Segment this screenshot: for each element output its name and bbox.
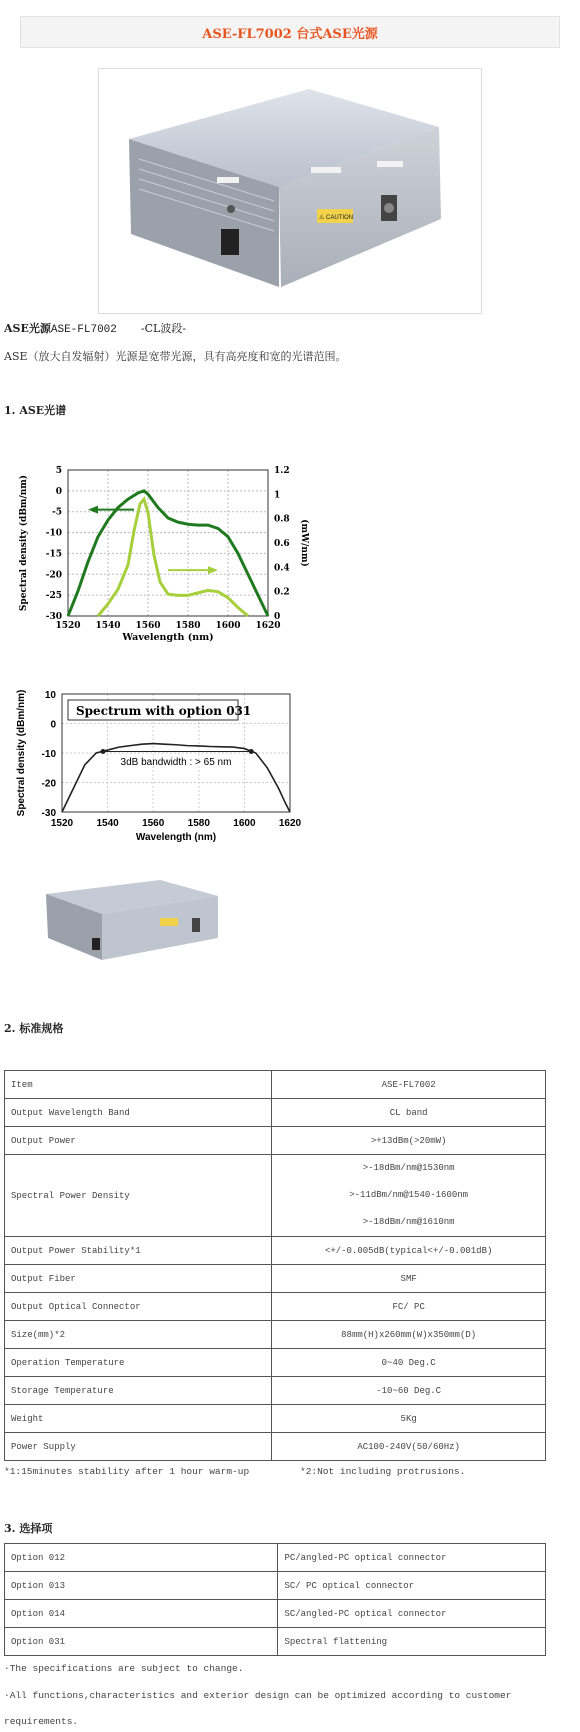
intro-band: -CL波段- <box>140 322 187 335</box>
footer-line-1: ·The specifications are subject to change. <box>4 1663 244 1674</box>
spec-value: >+13dBm(>20mW) <box>272 1127 546 1155</box>
x-tick-label: 1580 <box>187 818 210 829</box>
x-tick-label: 1520 <box>50 818 74 829</box>
options-table <box>4 1543 546 1656</box>
x-axis-label: Wavelength (nm) <box>135 832 217 843</box>
spec-note-1: *1:15minutes stability after 1 hour warm-up <box>4 1466 250 1477</box>
spec-value: AC100-240V(50/60Hz) <box>272 1433 546 1461</box>
intro-model: ASE-FL7002 <box>50 324 117 336</box>
spec-value-line: >-18dBm/nm@1530nm <box>362 1163 455 1173</box>
option-row <box>5 1544 546 1572</box>
spec-label: Storage Temperature <box>5 1377 272 1405</box>
option-row <box>5 1628 546 1656</box>
spec-row <box>5 1293 546 1321</box>
spec-row <box>5 1127 546 1155</box>
y-axis-label: Spectral density (dBm/nm) <box>16 689 27 817</box>
option-desc: Spectral flattening <box>278 1628 546 1656</box>
spec-value: 5Kg <box>272 1405 546 1433</box>
spec-value: 88mm(H)x260mm(W)x350mm(D) <box>272 1321 546 1349</box>
spec-note-2: *2:Not including protrusions. <box>300 1466 466 1477</box>
y-tick-label: 10 <box>44 690 56 701</box>
option-row <box>5 1600 546 1628</box>
product-photo-frame <box>98 68 482 314</box>
x-tick-label: 1560 <box>142 818 165 829</box>
spec-label: Operation Temperature <box>5 1349 272 1377</box>
x-tick-label: 1540 <box>96 818 119 829</box>
y2-tick-label: 0.8 <box>274 514 290 525</box>
bandwidth-marker <box>249 749 254 754</box>
series-mw-line <box>98 499 248 616</box>
y2-tick-label: 0.4 <box>274 563 290 574</box>
spec-label: Item <box>5 1071 272 1099</box>
x-tick-label: 1620 <box>278 818 302 829</box>
section-heading-spectrum: 1. ASE光谱 <box>4 404 67 417</box>
spec-label: Output Fiber <box>5 1265 272 1293</box>
intro-bold: ASE光源 <box>4 322 51 335</box>
arrow-left-head <box>88 506 98 514</box>
x-tick-label: 1560 <box>135 621 161 631</box>
option-desc: SC/angled-PC optical connector <box>278 1600 546 1628</box>
y-tick-label: 0 <box>55 486 62 497</box>
intro-line <box>4 320 186 336</box>
x-tick-label: 1520 <box>55 621 81 631</box>
option-code: Option 012 <box>5 1544 278 1572</box>
front-label-3 <box>377 161 403 167</box>
x-tick-label: 1540 <box>95 621 121 631</box>
spec-label: Size(mm)*2 <box>5 1321 272 1349</box>
option-code: Option 014 <box>5 1600 278 1628</box>
product-photo-small <box>42 878 222 962</box>
y-tick-label: -30 <box>45 612 62 622</box>
spec-row <box>5 1405 546 1433</box>
spec-row <box>5 1321 546 1349</box>
spec-row <box>5 1071 546 1099</box>
front-label-2 <box>311 167 341 173</box>
spec-value-multi <box>272 1155 546 1237</box>
option-code: Option 013 <box>5 1572 278 1600</box>
footer-line-3: requirements. <box>4 1716 79 1727</box>
caution-text: ⚠ CAUTION <box>319 215 354 221</box>
x-tick-label: 1600 <box>233 818 256 829</box>
y2-axis-label: (mW/nm) <box>299 519 309 567</box>
spec-value: CL band <box>272 1099 546 1127</box>
y2-tick-label: 1 <box>274 490 281 501</box>
connector-cap <box>384 203 394 213</box>
spec-label: Weight <box>5 1405 272 1433</box>
section-heading-specs: 2. 标准规格 <box>4 1022 64 1035</box>
y-tick-label: -5 <box>52 507 62 518</box>
section-heading-options: 3. 选择项 <box>4 1522 53 1535</box>
ase-spectrum-chart <box>10 458 345 668</box>
product-photo <box>99 69 481 313</box>
arrow-right-head <box>208 566 218 574</box>
spec-row <box>5 1433 546 1461</box>
y-tick-label: -20 <box>45 570 62 581</box>
spec-value: FC/ PC <box>272 1293 546 1321</box>
series-line <box>62 744 290 812</box>
page-title: ASE-FL7002 台式ASE光源 <box>202 26 378 42</box>
spec-label: Output Power Stability*1 <box>5 1237 272 1265</box>
spec-label: Output Power <box>5 1127 272 1155</box>
spec-value: <+/-0.005dB(typical<+/-0.001dB) <box>272 1237 546 1265</box>
spec-value: -10~60 Deg.C <box>272 1377 546 1405</box>
page-title-bar <box>20 16 560 48</box>
spec-row <box>5 1349 546 1377</box>
y-tick-label: -30 <box>41 808 56 819</box>
spec-value: SMF <box>272 1265 546 1293</box>
spec-row <box>5 1377 546 1405</box>
spec-label: Power Supply <box>5 1433 272 1461</box>
option031-spectrum-chart <box>10 688 320 870</box>
y2-tick-label: 0 <box>274 612 281 622</box>
front-label-1 <box>217 177 239 183</box>
bandwidth-annotation: 3dB bandwidth : > 65 nm <box>120 756 232 768</box>
spec-row <box>5 1155 546 1237</box>
y-tick-label: -20 <box>41 778 56 790</box>
x-tick-label: 1580 <box>175 621 201 631</box>
y-tick-label: -15 <box>45 549 62 560</box>
y-tick-label: -10 <box>45 528 62 539</box>
intro-description: ASE（放大自发辐射）光源是宽带光源，具有高亮度和宽的光谱范围。 <box>4 350 347 363</box>
bandwidth-marker <box>101 749 106 754</box>
spec-row <box>5 1237 546 1265</box>
spec-value-line: >-18dBm/nm@1610nm <box>362 1217 455 1227</box>
power-switch <box>221 229 239 255</box>
option-code: Option 031 <box>5 1628 278 1656</box>
chart-title: Spectrum with option 031 <box>76 704 252 718</box>
spec-value: ASE-FL7002 <box>272 1071 546 1099</box>
y2-tick-label: 1.2 <box>274 466 290 476</box>
spec-row <box>5 1265 546 1293</box>
spec-value: 0~40 Deg.C <box>272 1349 546 1377</box>
x-tick-label: 1600 <box>215 621 241 631</box>
y2-tick-label: 0.6 <box>274 539 290 549</box>
y-tick-label: -25 <box>45 591 62 602</box>
spec-table <box>4 1070 546 1461</box>
y-tick-label: -10 <box>41 749 56 760</box>
spec-value-line: >-11dBm/nm@1540-1600nm <box>349 1190 469 1200</box>
y2-tick-label: 0.2 <box>274 587 290 598</box>
spec-label: Spectral Power Density <box>5 1155 272 1237</box>
footer-line-2: ·All functions,characteristics and exterior design can be optimized according to customer <box>4 1690 512 1701</box>
knob <box>227 205 235 213</box>
x-axis-label: Wavelength (nm) <box>122 632 214 643</box>
y-tick-label: 0 <box>50 719 56 731</box>
y-axis-label: Spectral density (dBm/nm) <box>19 474 29 612</box>
spec-label: Output Optical Connector <box>5 1293 272 1321</box>
option-desc: PC/angled-PC optical connector <box>278 1544 546 1572</box>
y-tick-label: 5 <box>55 466 62 476</box>
x-tick-label: 1620 <box>255 621 281 631</box>
option-desc: SC/ PC optical connector <box>278 1572 546 1600</box>
spec-label: Output Wavelength Band <box>5 1099 272 1127</box>
spec-row <box>5 1099 546 1127</box>
option-row <box>5 1572 546 1600</box>
